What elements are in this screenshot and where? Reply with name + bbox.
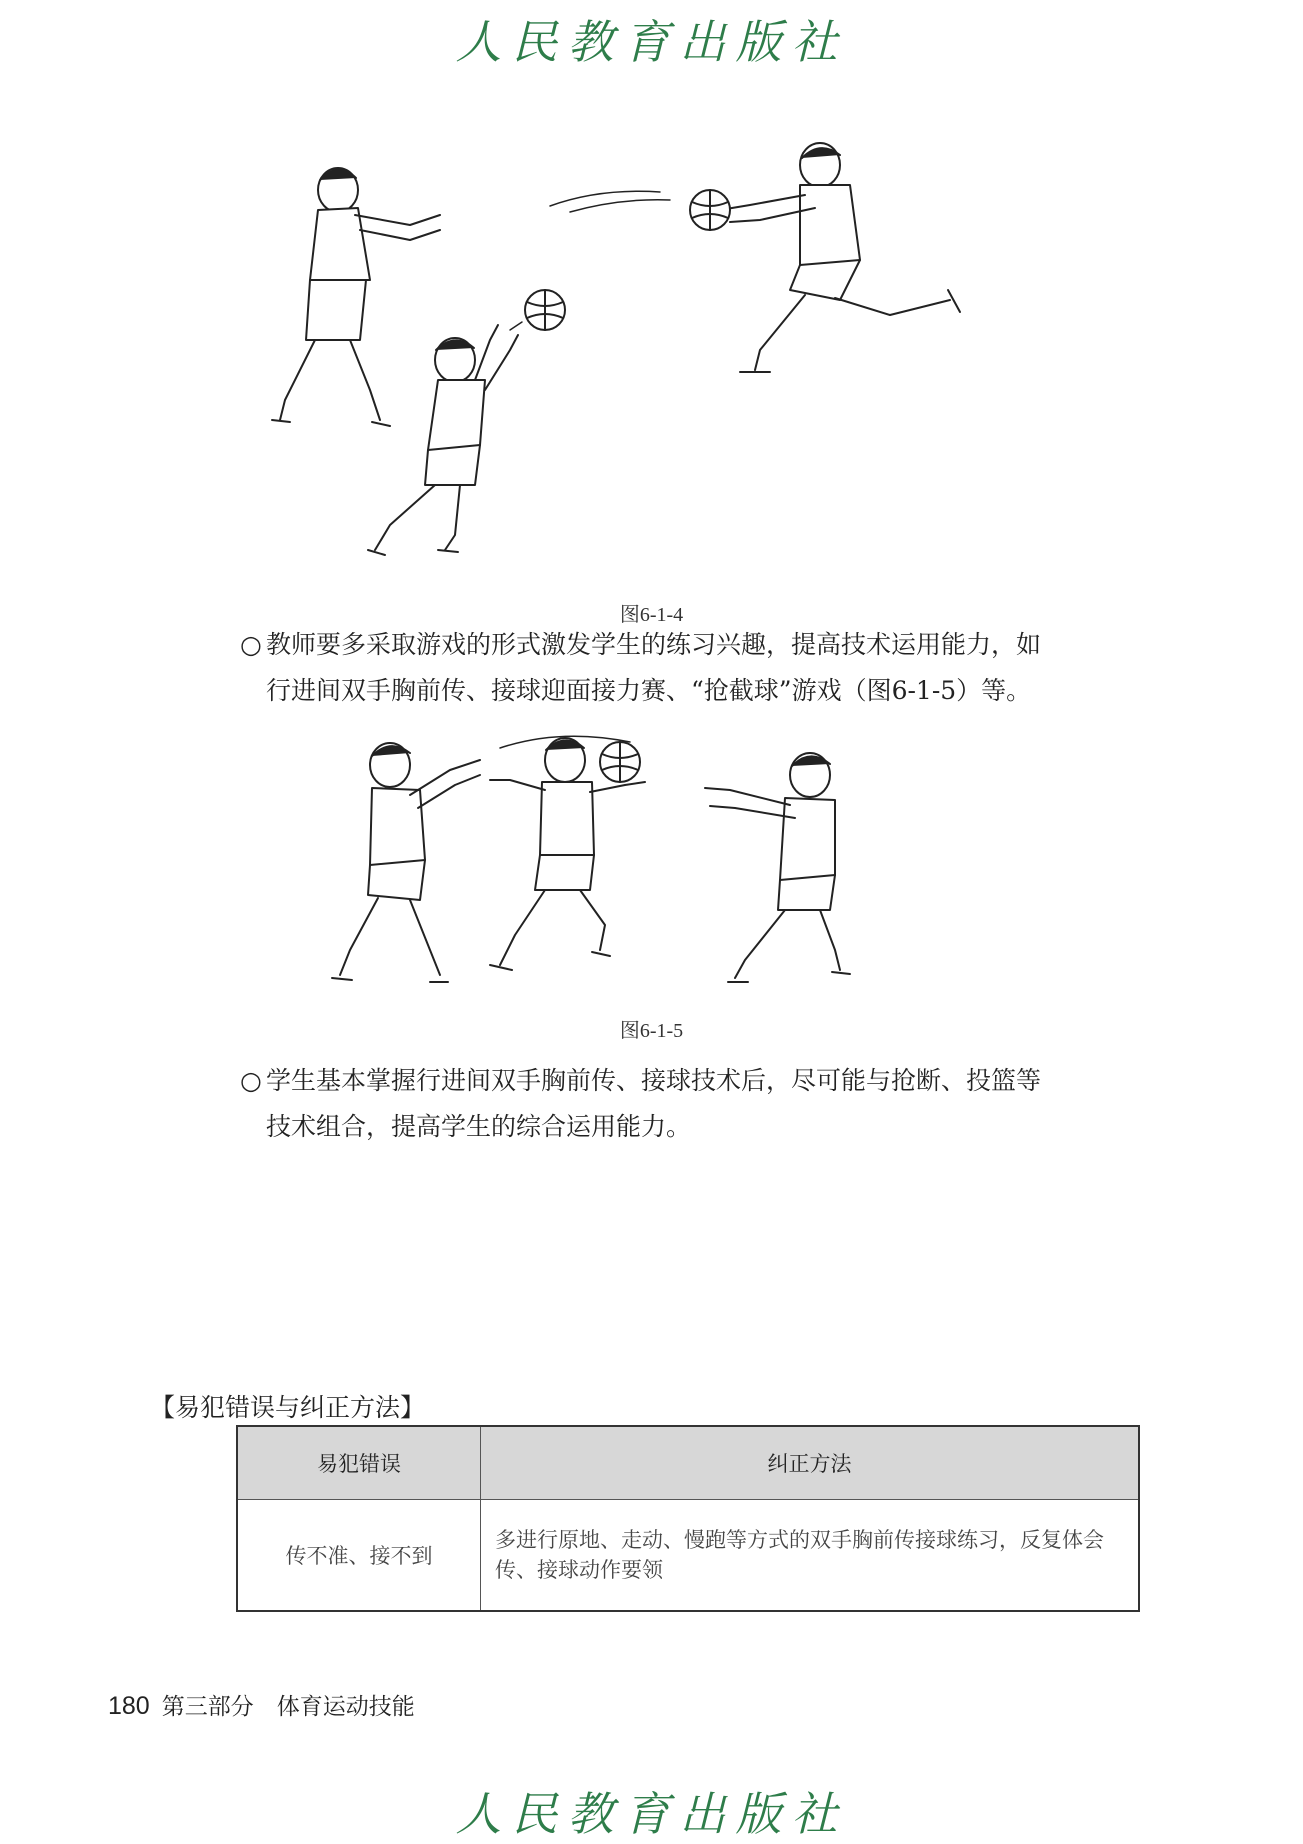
table-row	[237, 1500, 1139, 1612]
paragraph-2-line2: 技术组合，提高学生的综合运用能力。	[266, 1112, 692, 1141]
page-footer	[108, 1688, 415, 1721]
paragraph-1-line1: 教师要多采取游戏的形式激发学生的练习兴趣，提高技术运用能力，如	[266, 630, 1042, 659]
player-left	[272, 168, 440, 426]
publisher-mark-top: 人民教育出版社	[455, 15, 848, 69]
player-receiver	[705, 753, 850, 982]
figure-6-1-5-illustration	[330, 720, 950, 1000]
player-right	[720, 143, 960, 372]
footer-section: 第三部分 体育运动技能	[161, 1693, 415, 1719]
ball-middle	[510, 290, 565, 330]
table-cell-fix: 多进行原地、走动、慢跑等方式的双手胸前传接球练习，反复体会传、接球动作要领	[481, 1500, 1140, 1612]
paragraph-1	[240, 622, 1140, 714]
table-header-error: 易犯错误	[237, 1426, 481, 1500]
table-header-fix: 纠正方法	[481, 1426, 1140, 1500]
errors-table	[236, 1425, 1140, 1612]
table-cell-error: 传不准、接不到	[237, 1500, 481, 1612]
ball-air	[600, 742, 640, 782]
player-passer	[332, 743, 480, 982]
page-number: 180	[108, 1692, 150, 1720]
figure-6-1-4-caption: 图6-1-4	[619, 604, 684, 626]
section-title: 【易犯错误与纠正方法】	[150, 1393, 426, 1422]
paragraph-1-line2: 行进间双手胸前传、接球迎面接力赛、“抢截球”游戏（图6-1-5）等。	[266, 676, 1032, 705]
player-bottom	[368, 325, 518, 555]
paragraph-2-bullet: ○	[240, 1066, 262, 1095]
paragraph-2	[240, 1058, 1140, 1150]
ball-top	[550, 190, 730, 230]
paragraph-1-bullet: ○	[240, 630, 262, 659]
figure-6-1-5-caption: 图6-1-5	[619, 1020, 684, 1042]
table-header-row	[237, 1426, 1139, 1500]
publisher-mark-bottom: 人民教育出版社	[455, 1787, 848, 1841]
paragraph-2-line1: 学生基本掌握行进间双手胸前传、接球技术后，尽可能与抢断、投篮等	[266, 1066, 1042, 1095]
